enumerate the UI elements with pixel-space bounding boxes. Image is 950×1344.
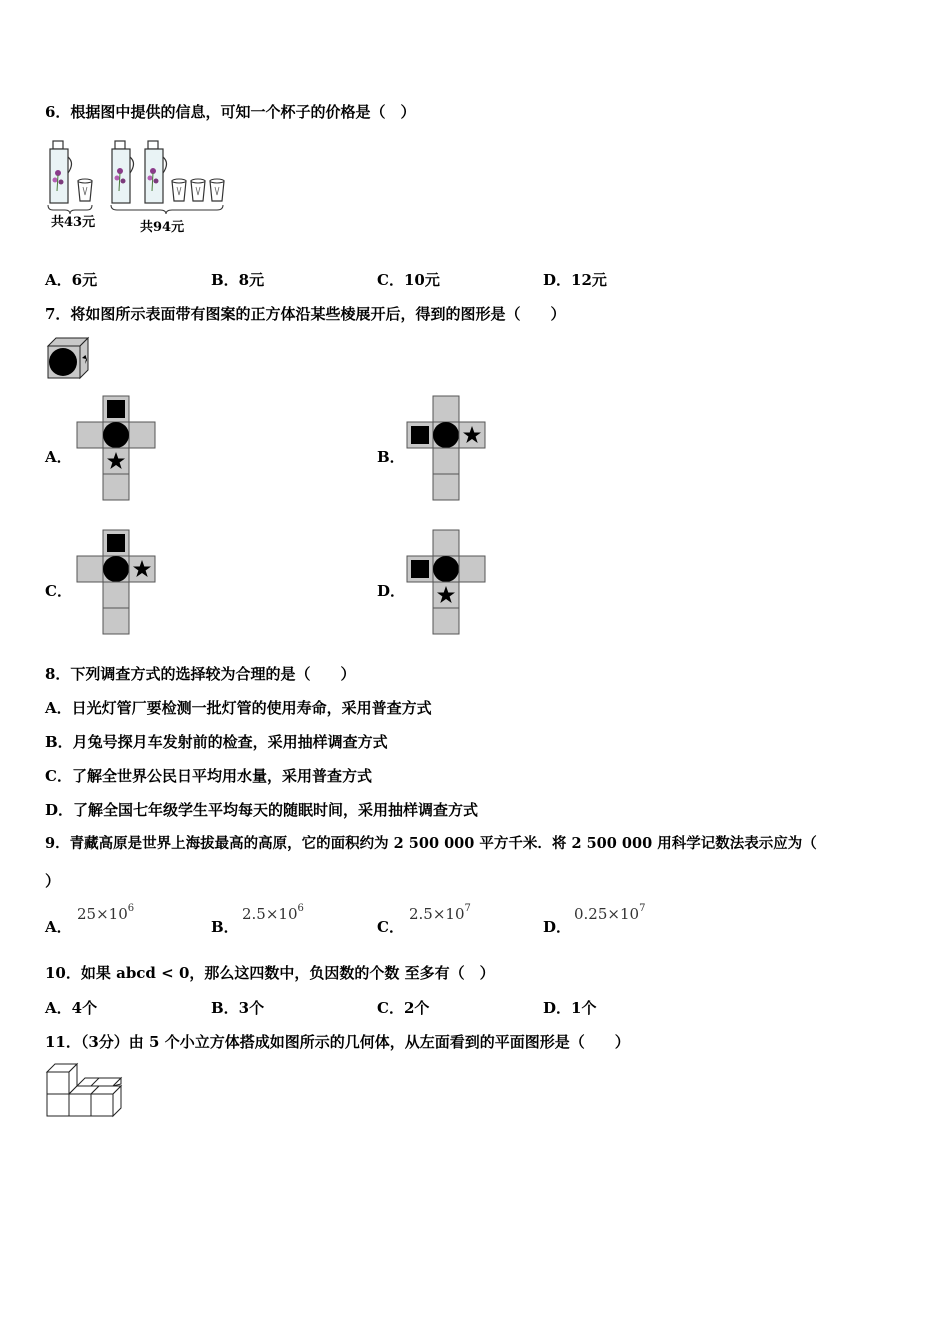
q6-option-d[interactable]: D．12元 <box>543 271 607 289</box>
q9-stem: 9．青藏高原是世界上海拔最高的高原，它的面积约为 2 500 000 平方千米．将 2 500 000 用科学记数法表示应为（ <box>45 835 817 852</box>
q7-stem: 7．将如图所示表面带有图案的正方体沿某些棱展开后，得到的图形是（ ） <box>45 305 566 323</box>
q9-option-d[interactable]: D． <box>543 918 572 936</box>
thermos-icon <box>50 141 72 203</box>
q8-option-d[interactable]: D．了解全国七年级学生平均每天的随眠时间，采用抽样调查方式 <box>45 801 479 819</box>
q10-option-d[interactable]: D．1个 <box>543 999 597 1017</box>
cup-icon <box>172 179 186 201</box>
thermos-icon <box>112 141 134 203</box>
q6-stem: 6．根据图中提供的信息，可知一个杯子的价格是（ ） <box>45 103 416 121</box>
cup-icon <box>78 179 92 201</box>
q10-option-c[interactable]: C．2个 <box>377 999 430 1017</box>
q10-stem: 10．如果 abcd < 0，那么这四数中，负因数的个数 至多有（ ） <box>45 964 495 982</box>
q6-label-right: 共94元 <box>140 220 185 235</box>
q7-option-a[interactable]: A． <box>45 448 72 466</box>
q9-expr-c: $2.5\times 10^7$ <box>409 903 471 923</box>
q11-stem: 11．（3分）由 5 个小立方体搭成如图所示的几何体，从左面看到的平面图形是（ ） <box>45 1033 630 1051</box>
q8-option-c[interactable]: C．了解全世界公民日平均用水量，采用普查方式 <box>45 767 372 785</box>
q9-option-b[interactable]: B． <box>211 918 239 936</box>
q9-expr-d: $0.25\times 10^7$ <box>574 903 646 923</box>
q6-option-c[interactable]: C．10元 <box>377 271 440 289</box>
q6-option-a[interactable]: A．6元 <box>45 271 98 289</box>
cup-icon <box>191 179 205 201</box>
cup-icon <box>210 179 224 201</box>
q7-net-d[interactable] <box>406 529 488 637</box>
q9-option-a[interactable]: A． <box>45 918 72 936</box>
q7-net-b[interactable] <box>406 395 488 503</box>
q9-expr-a: $25\times 10^6$ <box>77 903 135 923</box>
q11-cubes-figure <box>45 1062 131 1118</box>
q6-label-left: 共43元 <box>51 215 96 230</box>
q7-net-c[interactable] <box>76 529 158 637</box>
q9-option-c[interactable]: C． <box>377 918 404 936</box>
q9-stem-end: ） <box>45 872 61 890</box>
thermos-icon <box>145 141 167 203</box>
q7-cube-figure <box>46 336 90 380</box>
q6-option-b[interactable]: B．8元 <box>211 271 265 289</box>
q9-expr-b: $2.5\times 10^6$ <box>242 903 304 923</box>
q7-option-c[interactable]: C． <box>45 582 72 600</box>
q7-option-b[interactable]: B． <box>377 448 405 466</box>
q6-figure <box>45 135 235 235</box>
q7-option-d[interactable]: D． <box>377 582 406 600</box>
q10-option-a[interactable]: A．4个 <box>45 999 98 1017</box>
q10-option-b[interactable]: B．3个 <box>211 999 265 1017</box>
q8-option-a[interactable]: A．日光灯管厂要检测一批灯管的使用寿命，采用普查方式 <box>45 699 432 717</box>
q7-net-a[interactable] <box>76 395 158 503</box>
q8-option-b[interactable]: B．月兔号探月车发射前的检查，采用抽样调查方式 <box>45 733 388 751</box>
q8-stem: 8．下列调查方式的选择较为合理的是（ ） <box>45 665 356 683</box>
